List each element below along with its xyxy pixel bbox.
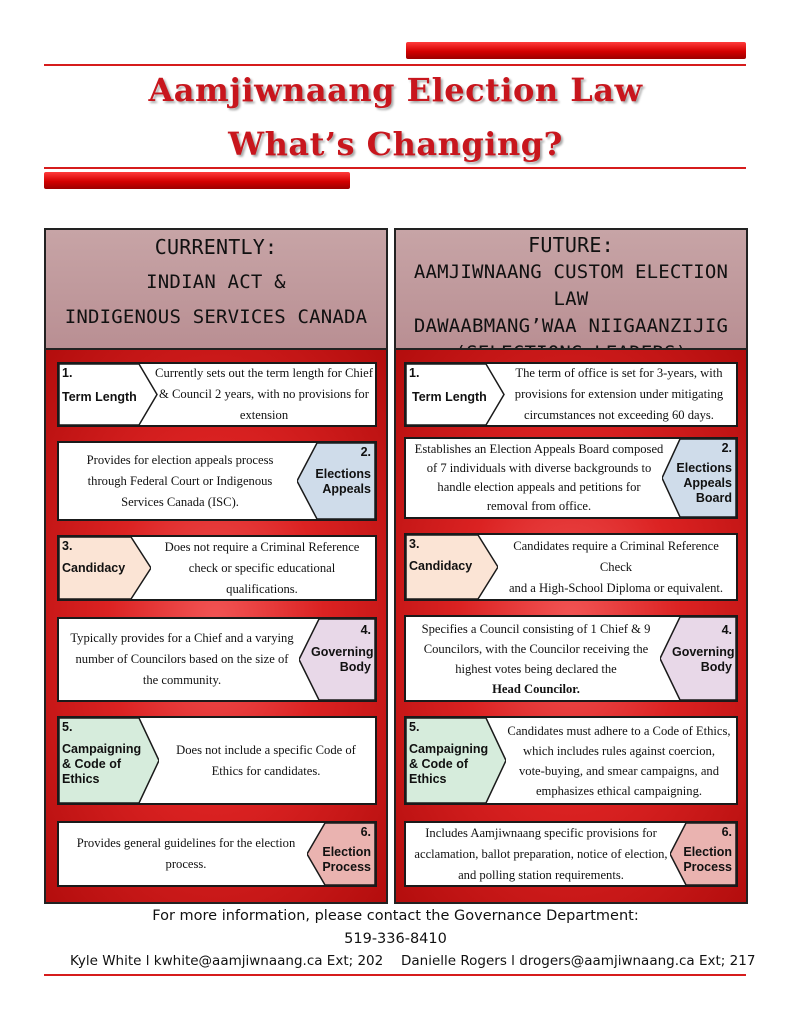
current-tag-elections-appeals: 2. Elections Appeals	[297, 443, 375, 519]
future-text-campaigning: Candidates must adhere to a Code of Ethics, which includes rules against coercion, vote-buying, and smear campaigns, and emphasizes ethical campaigning.	[507, 723, 731, 798]
current-tag-governing-body: 4. Governing Body	[299, 619, 375, 700]
future-tag-elections-appeals-board: 2. Elections Appeals Board	[662, 439, 736, 517]
current-text-campaigning: Does not include a specific Code of Ethics for candidates.	[176, 742, 356, 778]
footer-phone: 519-336-8410	[344, 931, 447, 947]
future-card-candidacy	[404, 533, 738, 601]
current-card-campaigning	[57, 716, 377, 805]
future-heading-line2: AAMJIWNAANG CUSTOM ELECTION LAW	[413, 261, 729, 310]
top-accent-bar	[406, 42, 746, 59]
current-text-term-length: Currently sets out the term length for Chief & Council 2 years, with no provisions for extension	[155, 366, 373, 422]
current-heading-line3: INDIGENOUS SERVICES CANADA	[64, 306, 368, 328]
future-text-governing-body: Specifies a Council consisting of 1 Chief & 9 Councilors, with the Councilor receiving the highest votes being declared the Head Councilor.	[421, 621, 651, 696]
current-heading	[44, 228, 388, 350]
current-card-election-process	[57, 821, 377, 887]
future-tag-election-process: 6. Election Process	[670, 823, 736, 885]
footer-contact-danielle-rogers: Danielle Rogers l drogers@aamjiwnaang.ca Ext; 217	[401, 953, 756, 969]
current-tag-label: Term Length	[62, 390, 137, 404]
current-tag-number: 1.	[62, 366, 73, 380]
future-tag-candidacy: 3. Candidacy	[406, 535, 498, 599]
future-tag-campaigning: 5. Campaigning & Code of Ethics	[406, 718, 506, 803]
current-tag-term-length	[59, 364, 159, 425]
future-text-election-process: Includes Aamjiwnaang specific provisions for acclamation, ballot preparation, notice of election, and polling station requirements.	[414, 825, 668, 882]
page-title-line1: Aamjiwnaang Election Law	[148, 71, 643, 109]
future-card-election-process	[404, 821, 738, 887]
future-text-elections-appeals-board: Establishes an Election Appeals Board composed of 7 individuals with diverse backgrounds to handle election appeals and petitions for removal from office.	[414, 442, 664, 513]
top-rule	[44, 64, 746, 66]
future-heading	[394, 228, 748, 350]
current-text-candidacy: Does not require a Criminal Reference check or specific educational qualifications.	[164, 539, 360, 596]
bottom-accent-bar	[44, 172, 350, 189]
current-text-governing-body: Typically provides for a Chief and a varying number of Councilors based on the size of the community.	[70, 631, 294, 687]
footer-contact-kyle-white: Kyle White l kwhite@aamjiwnaang.ca Ext; 202	[70, 953, 384, 969]
current-text-election-process: Provides general guidelines for the election process.	[76, 836, 296, 871]
future-heading-line1: FUTURE:	[528, 233, 614, 257]
current-tag-candidacy: 3. Candidacy	[59, 537, 151, 599]
future-card-term-length	[404, 362, 738, 427]
current-card-governing-body	[57, 617, 377, 702]
future-heading-line3: DAWAABMANG’WAA NIIGAANZIJIG	[413, 315, 729, 337]
current-heading-line1: CURRENTLY:	[154, 235, 278, 259]
current-text-elections-appeals: Provides for election appeals process through Federal Court or Indigenous Services Canada (ISC).	[86, 452, 274, 509]
future-card-campaigning	[404, 716, 738, 805]
mid-rule	[44, 167, 746, 169]
future-card-governing-body	[404, 615, 738, 702]
current-card-candidacy	[57, 535, 377, 601]
page-title-line2: What’s Changing?	[228, 125, 563, 163]
footer-contact-intro: For more information, please contact the Governance Department:	[152, 908, 639, 924]
footer-rule	[44, 974, 746, 976]
future-text-term-length: The term of office is set for 3-years, with provisions for extension under mitigating circumstances not exceeding 60 days.	[514, 366, 724, 422]
future-tag-term-length: 1. Term Length	[406, 364, 506, 425]
current-heading-line2: INDIAN ACT &	[146, 271, 286, 293]
future-text-candidacy: Candidates require a Criminal Reference Check and a High-School Diploma or equivalent.	[508, 538, 724, 595]
future-card-elections-appeals-board	[404, 437, 738, 519]
current-card-term-length	[57, 362, 377, 427]
future-tag-governing-body: 4. Governing Body	[660, 617, 736, 700]
current-card-elections-appeals	[57, 441, 377, 521]
current-tag-election-process: 6. Election Process	[307, 823, 375, 885]
current-tag-campaigning: 5. Campaigning & Code of Ethics	[59, 718, 159, 803]
